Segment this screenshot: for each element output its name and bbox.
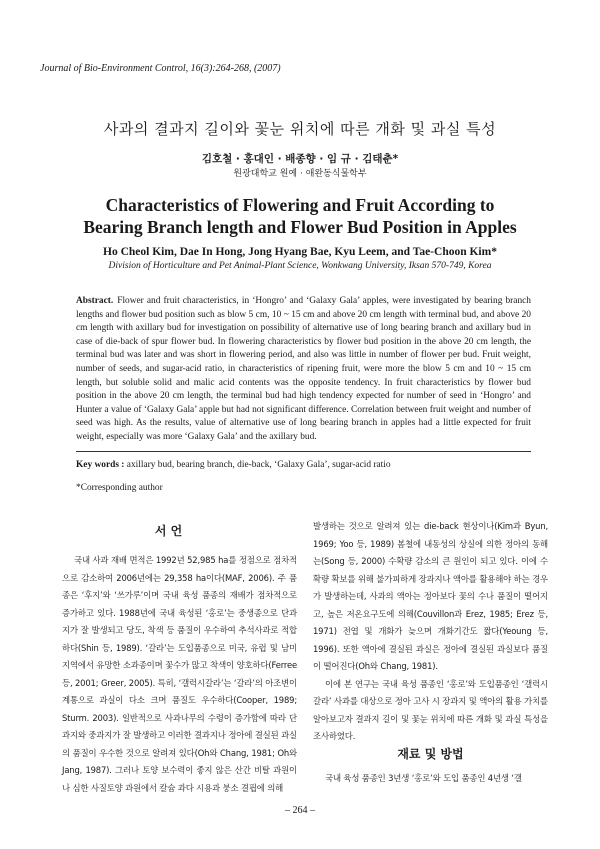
- korean-affiliation: 원광대학교 원예 · 애완동식물학부: [233, 169, 367, 179]
- abstract-text: Flower and fruit characteristics, in ‘Hongro’ and ‘Galaxy Gala’ apples, were investigated by bearing branch lengths and flower bud position such as blow 5 cm, 10 ~ 15 cm and above 20 cm length with terminal bud, and above 20 cm length with axillary bud for investigation on possibility of alternative use of long bearing branch and axillary bud in case of die-back of spur flower bud. In flowering characteristics by flower bud position in the above 20 cm length, the terminal bud was later and was short in flowering period, and also was little in number of flower per bud. Fruit weight, number of seeds, and sugar-acid ratio, in characteristics of ripening fruit, were more the blow 5 cm and 10 ~ 15 cm length, but soluble solid and malic acid contents was the opposite tendency. In fruit characteristics by flower bud position in the above 20 cm length, the terminal bud had high tendency expected for number of seed in ‘Hongro’ and Hunter a value of ‘Galaxy Gala’ apple but had not significant difference. Correlation between fruit weight and number of seed was high. As the results, value of alternative use of long bearing branch in apples had a little expected for fruit weight, especially was more ‘Galaxy Gala’ and the axillary bud.: [76, 296, 531, 442]
- intro-paragraph-3: 이에 본 연구는 국내 육성 품종인 ‘홍로’와 도입품종인 ‘갤럭시갈라’ 사과를 대상으로 정아 고사 시 장과지 및 액아의 활용 가치를 알아보고자 결과지 길이 및 꽃눈 위치에 따른 개화 및 과실 특성을 조사하였다.: [313, 678, 548, 741]
- corresponding-author-note: *Corresponding author: [76, 483, 163, 493]
- english-title-line1: Characteristics of Flowering and Fruit According to: [105, 195, 495, 215]
- korean-title: 사과의 결과지 길이와 꽃눈 위치에 따른 개화 및 과실 특성: [103, 120, 497, 138]
- section-title-methods: 재료 및 방법: [397, 747, 464, 761]
- keywords: [76, 460, 531, 470]
- keywords-label: Key words :: [76, 460, 125, 470]
- right-column: [313, 518, 548, 746]
- methods-paragraph-1: 국내 육성 품종인 3년생 ‘홍로’와 도입 품종인 4년생 ‘갤: [325, 773, 522, 783]
- abstract: [76, 295, 531, 445]
- english-affiliation: Division of Horticulture and Pet Animal-Plant Science, Wonkwang University, Iksan 570-749, Korea: [108, 261, 492, 271]
- section-title-introduction: 서 언: [154, 524, 183, 538]
- abstract-label: Abstract.: [76, 296, 114, 306]
- keywords-text: axillary bud, bearing branch, die-back, ‘Galaxy Gala’, sugar-acid ratio: [126, 460, 391, 470]
- english-title: [0, 194, 600, 238]
- page-number: – 264 –: [285, 805, 315, 816]
- abstract-divider: [76, 451, 531, 452]
- left-column: [62, 552, 297, 797]
- english-title-line2: Bearing Branch length and Flower Bud Position in Apples: [83, 217, 517, 237]
- intro-paragraph-2: 발생하는 것으로 알려져 있는 die-back 현상이나(Kim과 Byun, 1969; Yoo 등, 1989) 봄철에 내동성의 상실에 의한 정아의 동해는(Song 등, 2000) 수확량 감소의 큰 원인이 되고 있다. 이에 수확량 확보를 위해 불가피하게 장과지나 액아를 활용해야 하는 경우가 발생하는데, 사과의 액아는 정아보다 꽃의 수나 품질이 떨어지고, 높은 저온요구도에 의해(Couvillon과 Erez, 1985; Erez 등, 1971) 전엽 및 개화가 늦으며 개화기간도 짧다(Yeoung 등, 1996). 또한 액아에 결실된 과실은 정아에 결실된 과실보다 품질이 떨어진다(Oh와 Chang, 1981).: [313, 521, 548, 671]
- methods-column: [313, 770, 548, 788]
- korean-authors: 김호철 · 홍대인 · 배종향 · 임 규 · 김태춘*: [201, 153, 399, 165]
- journal-citation: Journal of Bio-Environment Control, 16(3):264-268, (2007): [40, 63, 281, 74]
- intro-paragraph-1: 국내 사과 재배 면적은 1992년 52,985 ha를 정점으로 점차적으로 감소하여 2006년에는 29,358 ha이다(MAF, 2006). 주 품종은 ‘후지’와 ‘쓰가루’이며 국내 육성 품종의 재배가 점차적으로 증가하고 있다. 1988년에 국내 육성된 ‘홍로’는 중생종으로 단과지가 잘 발생되고 당도, 착색 등 품질이 우수하여 추석사과로 적합하다(Shin 등, 1989). ‘갈라’는 도입품종으로 미국, 유럽 및 남미지역에서 유망한 소과종이며 꽃수가 많고 착색이 양호하다(Ferree 등, 2001; Greer, 2005). 특히, ‘갤럭시갈라’는 ‘갈라’의 아조변이 계통으로 과실이 다소 크며 품질도 우수하다(Cooper, 1989; Sturm. 2003). 일반적으로 사과나무의 수령이 증가함에 따라 단과지와 중과지가 잘 발생하고 이러한 결과지나 정아에 결실된 과실의 품질이 우수한 것으로 알려져 있다(Oh와 Chang, 1981; Oh와 Jang, 1987). 그러나 토양 보수력이 좋지 않은 산간 비탈 과원이나 심한 사질토양 과원에서 칼슘 과다 시용과 붕소 결핍에 의해: [62, 555, 297, 793]
- english-authors: Ho Cheol Kim, Dae In Hong, Jong Hyang Bae, Kyu Leem, and Tae-Choon Kim*: [103, 246, 497, 258]
